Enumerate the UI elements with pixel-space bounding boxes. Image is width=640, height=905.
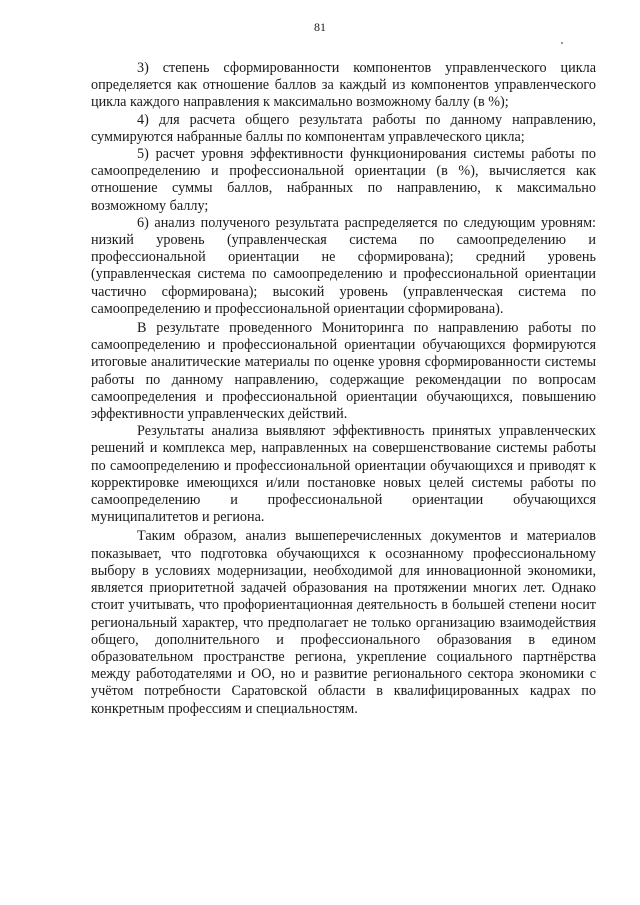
- paragraph-analysis-results: Результаты анализа выявляют эффективность принятых управленческих решений и комплекса мер, направленных на совершенствование системы работы по самоопределению и профессиональной ориентации обучающихся и приводят к корректировке имеющихся и/или постановке новых целей системы работы по самоопределению и профессиональной ориентации обучающихся муниципалитетов и региона.: [91, 423, 596, 526]
- paragraph-item-3: 3) степень сформированности компонентов управленческого цикла определяется как отношение баллов за каждый из компонентов управленческого цикла каждого направления к максимально возможному баллу (в %);: [91, 60, 596, 111]
- paragraph-item-4: 4) для расчета общего результата работы по данному направлению, суммируются набранные баллы по компонентам управлеческого цикла;: [91, 111, 596, 145]
- paragraph-item-6: 6) анализ полученого результата распределяется по следующим уровням: низкий уровень (управленческая система по самоопределению и профессиональной ориентации не сформирована); средний уровень (управленческая система по самоопределению и профессиональной ориентации частично сформирована); высокий уровень (управленческая система по самоопределению и профессиональной ориентации сформирована).: [91, 214, 596, 317]
- paragraph-monitoring-results: В результате проведенного Мониторинга по направлению работы по самоопределению и профессиональной ориентации обучающихся формируются итоговые аналитические материалы по оценке уровня сформированности системы работы по данному направлению, содержащие рекомендации по вопросам самоопределения и профессиональной ориентации обучающихся, повышению эффективности управленческих действий.: [91, 320, 596, 423]
- body-text: [91, 60, 596, 718]
- page-number: 81: [314, 20, 326, 34]
- paragraph-item-5: 5) расчет уровня эффективности функционирования системы работы по самоопределению и профессиональной ориентации (в %), вычисляется как отношение суммы баллов, набранных по направлению, к максимально возможному баллу;: [91, 146, 596, 214]
- scan-speck: [561, 42, 563, 44]
- paragraph-conclusion: Таким образом, анализ вышеперечисленных документов и материалов показывает, что подготовка обучающихся к осознанному профессиональному выбору в условиях модернизации, необходимой для инновационной экономики, является приоритетной задачей образования на протяжении многих лет. Однако стоит учитывать, что профориентационная деятельность в большей степени носит региональный характер, что предполагает не только организацию взаимодействия общего, дополнительного и профессионального образования в едином образовательном пространстве региона, укрепление социального партнёрства между работодателями и ОО, но и развитие регионального сектора экономики с учётом потребности Саратовской области в квалифицированных кадрах по конкретным профессиям и специальностям.: [91, 528, 596, 717]
